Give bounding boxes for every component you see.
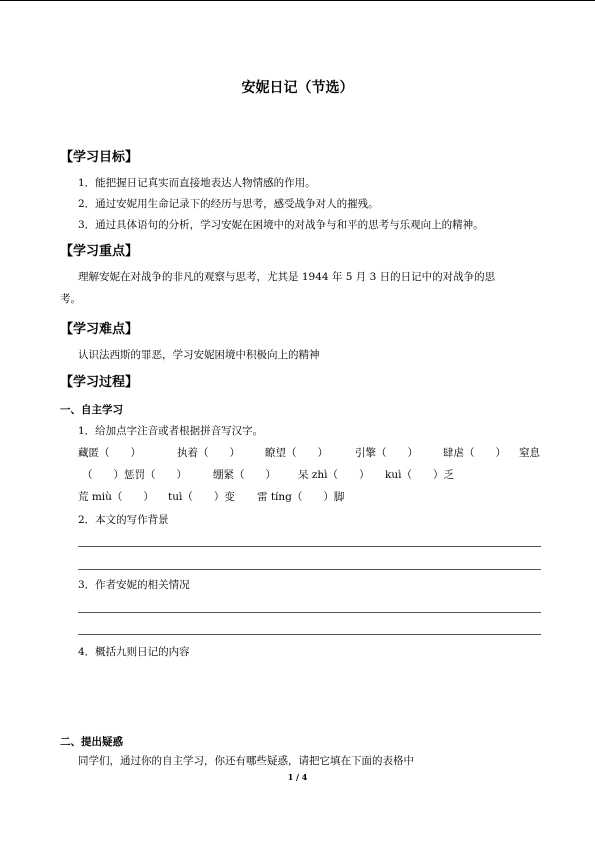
- pinyin-item: tuì（ ）变: [168, 491, 235, 503]
- answer-line[interactable]: [78, 546, 541, 547]
- pinyin-item: 引擎（ ）: [355, 447, 418, 459]
- pinyin-item: 窒息: [519, 447, 540, 459]
- pinyin-item: 呆 zhì（ ）: [298, 469, 370, 481]
- pinyin-item: 瞭望（ ）: [265, 447, 328, 459]
- question-2: 2．本文的写作背景: [78, 514, 169, 526]
- answer-line[interactable]: [78, 634, 541, 635]
- goal-item-3: 3．通过具体语句的分析，学习安妮在困境中的对战争与和平的思考与乐观向上的精神。: [78, 219, 484, 231]
- part2-title: 二、提出疑惑: [60, 736, 123, 748]
- difficulty-text: 认识法西斯的罪恶，学习安妮困境中积极向上的精神: [78, 349, 320, 361]
- pinyin-item: kuì（ ）乏: [385, 469, 454, 481]
- goal-item-2: 2．通过安妮用生命记录下的经历与思考，感受战争对人的摧残。: [78, 198, 379, 210]
- answer-line[interactable]: [78, 569, 541, 570]
- page-title: 安妮日记（节选）: [241, 80, 354, 96]
- part1-title: 一、自主学习: [60, 404, 123, 416]
- key-heading: 【学习重点】: [60, 244, 139, 259]
- question-3: 3．作者安妮的相关情况: [78, 579, 190, 591]
- pinyin-item: 藏匿（ ）: [78, 447, 141, 459]
- goals-heading: 【学习目标】: [60, 150, 139, 165]
- goal-item-1: 1．能把握日记真实而直接地表达人物情感的作用。: [78, 177, 316, 189]
- key-text-line-1: 理解安妮在对战争的非凡的观察与思考，尤其是 1944 年 5 月 3 日的日记中的对战争的思: [78, 271, 496, 283]
- question-4: 4．概括九则日记的内容: [78, 646, 190, 658]
- question-1: 1．给加点字注音或者根据拼音写汉字。: [78, 425, 264, 437]
- pinyin-item: 雷 tíng（ ）脚: [257, 491, 345, 503]
- part2-text: 同学们，通过你的自主学习，你还有哪些疑惑，请把它填在下面的表格中: [78, 755, 414, 767]
- pinyin-item: 执着（ ）: [177, 447, 240, 459]
- pinyin-item: 肆虐（ ）: [443, 447, 506, 459]
- process-heading: 【学习过程】: [60, 375, 139, 390]
- difficulty-heading: 【学习难点】: [60, 322, 139, 337]
- pinyin-item: 荒 miù（ ）: [78, 491, 154, 503]
- pinyin-item: 绷紧（ ）: [213, 469, 276, 481]
- page-number: 1 / 4: [287, 772, 308, 782]
- pinyin-item: （ ）惩罚（ ）: [82, 469, 187, 481]
- key-text-line-2: 考。: [60, 293, 81, 305]
- answer-line[interactable]: [78, 612, 541, 613]
